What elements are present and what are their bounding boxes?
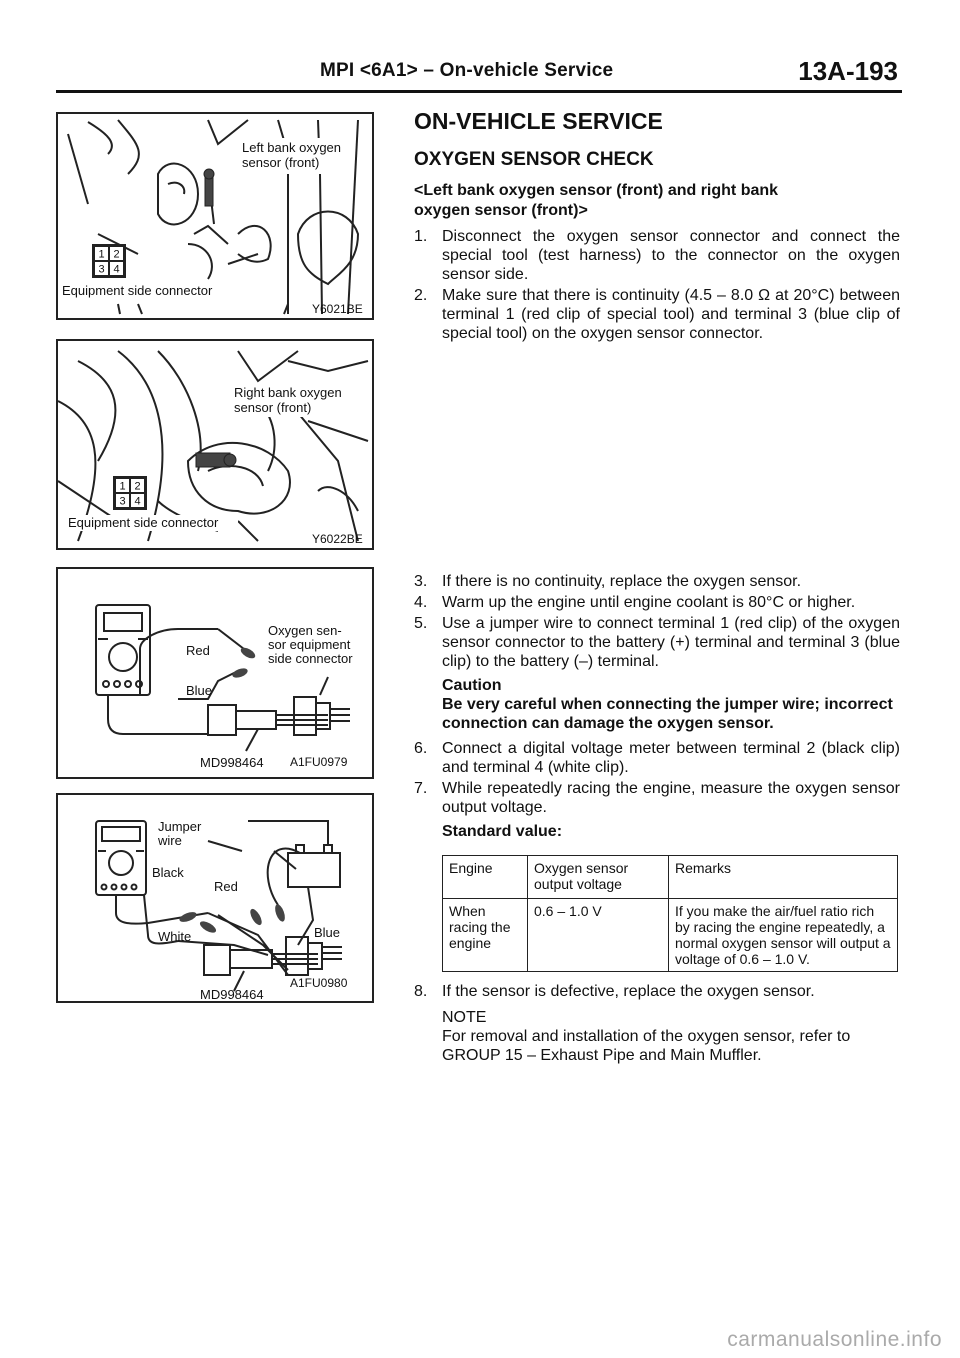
steps-list-c — [414, 739, 900, 817]
step-item: 4. Warm up the engine until engine coolant is 80°C or higher. — [414, 594, 856, 611]
caution-label: Caution — [442, 677, 502, 694]
pin-2: 2 — [134, 480, 141, 493]
fig2-sensor-label-1: Right bank oxygen — [234, 385, 342, 400]
table-cell: If you make the air/fuel ratio rich by racing the engine repeatedly, a normal oxygen sensor will output a voltage of 0.6 – 1.0 V. — [669, 899, 898, 972]
fig4-red-label: Red — [214, 879, 238, 894]
pin-1: 1 — [119, 480, 126, 493]
fig4-blue-label: Blue — [314, 925, 341, 940]
fig4-code: A1FU0980 — [290, 976, 348, 990]
pin-2: 2 — [113, 248, 120, 261]
caution-block — [442, 677, 900, 733]
table-header: Engine — [443, 856, 528, 899]
fig3-connector-label-1: Oxygen sen- — [268, 623, 342, 638]
procedure-lower — [414, 566, 900, 1065]
note-text: For removal and installation of the oxygen sensor, refer to GROUP 15 – Exhaust Pipe and Main Muffler. — [442, 1028, 851, 1064]
fig4-black-label: Black — [152, 865, 184, 880]
fig4-jumper-label-2: wire — [158, 833, 182, 848]
fig2-sensor-label-2: sensor (front) — [234, 400, 312, 415]
table-header: Remarks — [669, 856, 898, 899]
voltage-check-illustration — [58, 795, 372, 1001]
fig3-code: A1FU0979 — [290, 755, 348, 769]
fig3-red-label: Red — [186, 643, 210, 658]
figure-left-bank-sensor — [56, 112, 374, 320]
fig2-connector-label: Equipment side connector — [68, 515, 219, 530]
standard-value-table — [442, 855, 898, 972]
multimeter-icon — [96, 821, 146, 895]
step-item: 8. If the sensor is defective, replace the oxygen sensor. — [414, 983, 815, 1000]
fig3-blue-label: Blue — [186, 683, 213, 698]
left-bank-sensor-illustration — [58, 114, 372, 318]
procedure-upper — [414, 108, 900, 345]
figure-right-bank-sensor — [56, 339, 374, 550]
fig4-jumper-label-1: Jumper — [158, 819, 202, 834]
fig3-tool-number: MD998464 — [200, 755, 264, 770]
figure-continuity-check — [56, 567, 374, 779]
page-number: 13A-193 — [798, 56, 898, 86]
standard-value-label: Standard value: — [442, 823, 563, 840]
target-line-2: oxygen sensor (front)> — [414, 202, 588, 219]
page-header-title: MPI <6A1> – On-vehicle Service — [320, 60, 614, 81]
pin-1: 1 — [98, 248, 105, 261]
pin-4: 4 — [113, 263, 120, 276]
step-item: 2. Make sure that there is continuity (4.5 – 8.0 Ω at 20°C) between terminal 1 (red clip of special tool) and terminal 3 (blue clip of special tool) on the oxygen sensor connector. — [414, 287, 900, 342]
fig4-tool-number: MD998464 — [200, 987, 264, 1001]
section-title: ON-VEHICLE SERVICE — [414, 108, 663, 134]
steps-list-b — [414, 572, 900, 671]
fig1-sensor-label-1: Left bank oxygen — [242, 140, 342, 155]
step-item: 5. Use a jumper wire to connect terminal 1 (red clip) of the oxygen sensor connector to the battery (+) terminal and terminal 3 (blue clip) to the battery (–) terminal. — [414, 615, 900, 670]
pin-4: 4 — [134, 495, 141, 508]
table-header: Oxygen sensor output voltage — [528, 856, 669, 899]
table-header-row — [443, 856, 898, 899]
continuity-check-illustration — [58, 569, 372, 777]
table-row — [443, 899, 898, 972]
steps-list-d — [414, 982, 900, 1001]
watermark: carmanualsonline.info — [727, 1328, 942, 1351]
caution-text: Be very careful when connecting the jumper wire; incorrect connection can damage the oxygen sensor. — [442, 696, 893, 732]
fig4-white-label: White — [158, 929, 192, 944]
table-cell: 0.6 – 1.0 V — [528, 899, 669, 972]
fig1-code: Y6021BE — [312, 302, 363, 316]
note-label: NOTE — [442, 1009, 487, 1026]
battery-icon — [248, 821, 340, 887]
fig3-connector-label-3: side connector — [268, 651, 353, 666]
right-bank-sensor-illustration — [58, 341, 372, 548]
multimeter-icon — [96, 605, 150, 695]
sub-title: OXYGEN SENSOR CHECK — [414, 149, 654, 170]
steps-list-a — [414, 227, 900, 343]
pin-3: 3 — [98, 263, 105, 276]
fig2-code: Y6022BE — [312, 532, 363, 546]
step-item: 6. Connect a digital voltage meter between terminal 2 (black clip) and terminal 4 (white clip). — [414, 740, 900, 776]
table-cell: When racing the engine — [443, 899, 528, 972]
fig1-sensor-label-2: sensor (front) — [242, 155, 320, 170]
step-item: 3. If there is no continuity, replace the oxygen sensor. — [414, 573, 802, 590]
step-item: 1. Disconnect the oxygen sensor connector and connect the special tool (test harness) to the connector on the oxygen sensor side. — [414, 228, 900, 283]
figure-voltage-check — [56, 793, 374, 1003]
fig1-connector-label: Equipment side connector — [62, 283, 213, 298]
header-divider — [56, 90, 902, 93]
connector-pin-icon — [92, 244, 126, 278]
fig3-connector-label-2: sor equipment — [268, 637, 351, 652]
connector-pin-icon — [113, 476, 147, 510]
pin-3: 3 — [119, 495, 126, 508]
step-item: 7. While repeatedly racing the engine, measure the oxygen sensor output voltage. — [414, 780, 900, 816]
target-line-1: <Left bank oxygen sensor (front) and right bank — [414, 182, 779, 199]
target-sensors — [414, 181, 900, 221]
